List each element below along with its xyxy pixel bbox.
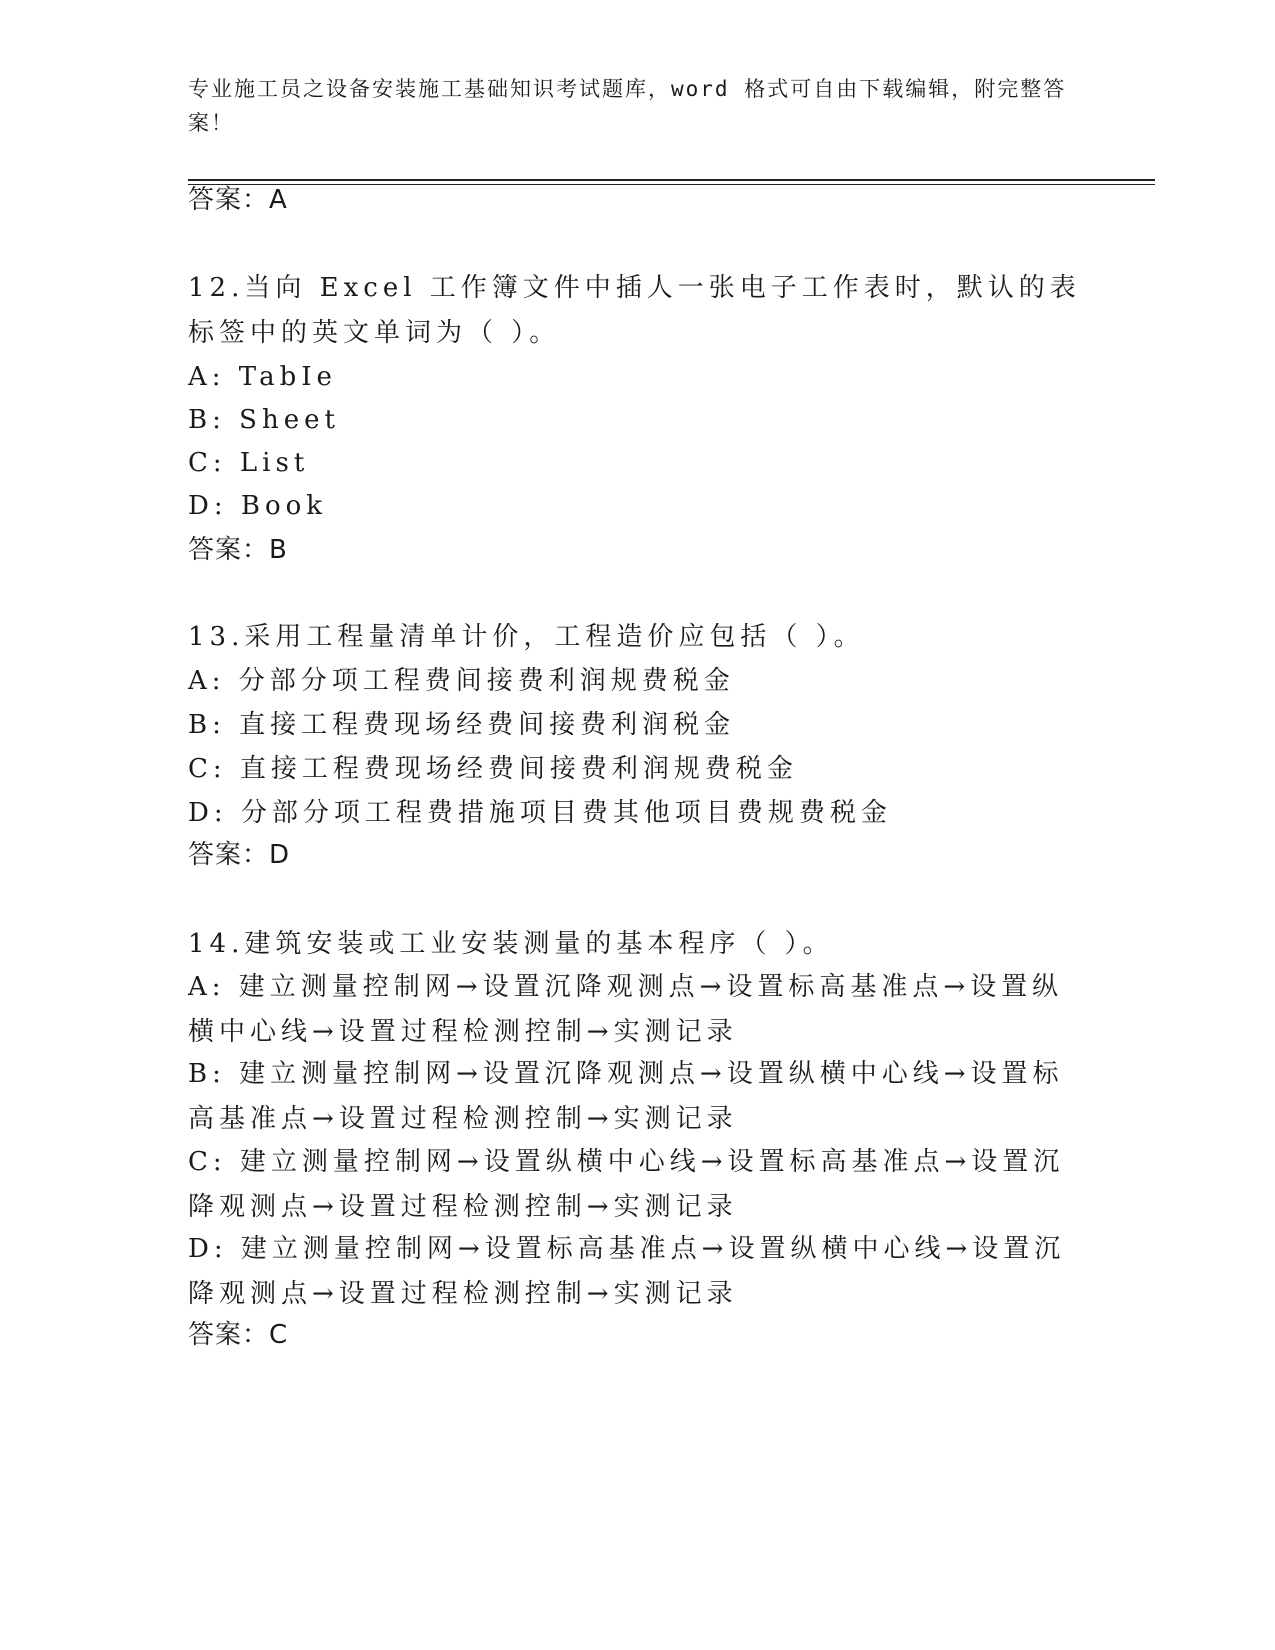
question-12-stem: 12.当向 Excel 工作簿文件中插人一张电子工作表时，默认的表标签中的英文单词为（ ）。 — [188, 273, 1081, 348]
question-13-option-a: A: 分部分项工程费间接费利润规费税金 — [188, 666, 735, 696]
question-14-option-c: C: 建立测量控制网→设置纵横中心线→设置标高基准点→设置沉降观测点→设置过程检测控制→实测记录 — [188, 1147, 1065, 1222]
question-12-option-d: D: Book — [188, 491, 328, 521]
answer-12: 答案：B — [188, 535, 288, 565]
question-13-stem: 13.采用工程量清单计价，工程造价应包括（ ）。 — [188, 622, 865, 652]
answer-13: 答案：D — [188, 840, 291, 870]
question-14-stem: 14.建筑安装或工业安装测量的基本程序（ ）。 — [188, 929, 834, 959]
document-header: 专业施工员之设备安装施工基础知识考试题库，word 格式可自由下载编辑，附完整答案！ — [188, 77, 1067, 135]
header-divider-thick — [188, 179, 1155, 181]
question-13-option-b: B: 直接工程费现场经费间接费利润税金 — [188, 710, 736, 740]
question-13-option-c: C: 直接工程费现场经费间接费利润规费税金 — [188, 754, 798, 784]
question-14-option-b: B: 建立测量控制网→设置沉降观测点→设置纵横中心线→设置标高基准点→设置过程检测控制→实测记录 — [188, 1059, 1064, 1134]
question-12-option-c: C: List — [188, 448, 310, 478]
header-divider-thin — [188, 184, 1155, 185]
question-14-option-a: A: 建立测量控制网→设置沉降观测点→设置标高基准点→设置纵横中心线→设置过程检测控制→实测记录 — [188, 972, 1064, 1047]
question-12-option-b: B: Sheet — [188, 405, 340, 435]
question-14-option-d: D: 建立测量控制网→设置标高基准点→设置纵横中心线→设置沉降观测点→设置过程检测控制→实测记录 — [188, 1234, 1066, 1309]
question-12-option-a: A: TabIe — [188, 362, 337, 392]
answer-11: 答案：A — [188, 185, 288, 215]
question-13-option-d: D: 分部分项工程费措施项目费其他项目费规费税金 — [188, 798, 892, 828]
answer-14: 答案：C — [188, 1320, 289, 1350]
